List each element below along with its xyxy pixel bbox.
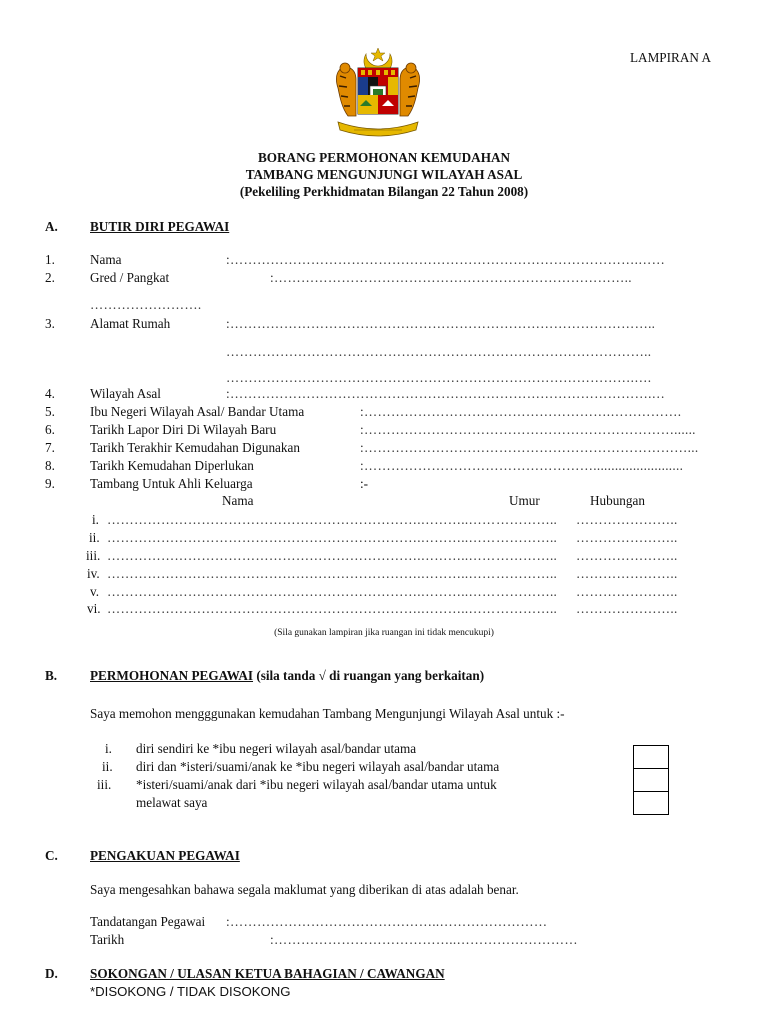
field-label-nama: Nama (90, 252, 122, 267)
field-label-wilayah-asal: Wilayah Asal (90, 386, 161, 401)
field-input-wilayah-asal[interactable]: :………………………………………………………………………………….… (226, 386, 666, 401)
field-number: 9. (45, 476, 55, 491)
family-row-age-input[interactable]: ………….. (496, 512, 558, 527)
option-number: iii. (97, 777, 112, 792)
family-row-relation-input[interactable]: ………………….. (576, 584, 678, 599)
coat-of-arms-emblem (320, 46, 436, 144)
field-number: 2. (45, 270, 55, 285)
family-row-name-input[interactable]: …………………………………………………………….………..…… (107, 530, 496, 545)
section-b-intro: Saya memohon mengggunakan kemudahan Tambang Mengunjungi Wilayah Asal untuk :- (90, 706, 565, 721)
family-header-name: Nama (222, 493, 254, 508)
field-number: 6. (45, 422, 55, 437)
checkbox-option-3[interactable] (633, 791, 669, 815)
option-number: ii. (102, 759, 113, 774)
section-a-heading: BUTIR DIRI PEGAWAI (90, 219, 230, 234)
checkbox-option-2[interactable] (633, 768, 669, 792)
field-input-tarikh-diperlukan[interactable]: :……………………………………………......................... (360, 458, 684, 473)
family-row-relation-input[interactable]: ………………….. (576, 530, 678, 545)
field-input-alamat[interactable]: :………………………………………………………………………………….. (226, 316, 656, 331)
signature-label: Tandatangan Pegawai (90, 914, 206, 929)
family-row-relation-input[interactable]: ………………….. (576, 601, 678, 616)
family-row-age-input[interactable]: ………….. (496, 530, 558, 545)
section-b-letter: B. (45, 668, 58, 683)
field-number: 3. (45, 316, 55, 331)
option-text-with-family: diri dan *isteri/suami/anak ke *ibu negeri wilayah asal/bandar utama (136, 759, 500, 774)
section-c-statement: Saya mengesahkan bahawa segala maklumat yang diberikan di atas adalah benar. (90, 882, 519, 897)
option-text-family-visit: *isteri/suami/anak dari *ibu negeri wilayah asal/bandar utama untuk (136, 777, 497, 792)
family-row-relation-input[interactable]: ………………….. (576, 548, 678, 563)
family-row-number: ii. (89, 530, 100, 545)
form-title-line1: BORANG PERMOHONAN KEMUDAHAN (257, 150, 511, 165)
signature-field[interactable]: :………………………………………..…………………… (226, 914, 548, 929)
family-row-number: v. (90, 584, 100, 599)
support-status[interactable]: *DISOKONG / TIDAK DISOKONG (90, 984, 291, 999)
field-input-gred-cont[interactable]: ……………………. (90, 297, 202, 312)
field-input-tarikh-lapor[interactable]: :……………………………………………………………...... (360, 422, 696, 437)
family-row-name-input[interactable]: …………………………………………………………….………..…… (107, 566, 496, 581)
field-label-tarikh-diperlukan: Tarikh Kemudahan Diperlukan (90, 458, 254, 473)
family-row-number: iv. (87, 566, 100, 581)
section-a-letter: A. (45, 219, 58, 234)
field-label-tambang-keluarga: Tambang Untuk Ahli Keluarga (90, 476, 253, 491)
family-row-age-input[interactable]: ………….. (496, 566, 558, 581)
family-header-relation: Hubungan (590, 493, 645, 508)
family-row-age-input[interactable]: ………….. (496, 548, 558, 563)
form-title-line3: (Pekeliling Perkhidmatan Bilangan 22 Tahun 2008) (239, 184, 529, 199)
date-label: Tarikh (90, 932, 125, 947)
form-title-line2: TAMBANG MENGUNJUNGI WILAYAH ASAL (245, 167, 523, 182)
section-b-instruction: (sila tanda √ di ruangan yang berkaitan) (256, 668, 485, 683)
family-row-age-input[interactable]: ………….. (496, 601, 558, 616)
field-number: 5. (45, 404, 55, 419)
family-row-number: i. (92, 512, 99, 527)
field-label-gred: Gred / Pangkat (90, 270, 170, 285)
family-row-relation-input[interactable]: ………………….. (576, 512, 678, 527)
family-row-name-input[interactable]: …………………………………………………………….………..…… (107, 584, 496, 599)
option-text-self: diri sendiri ke *ibu negeri wilayah asal/bandar utama (136, 741, 417, 756)
family-row-name-input[interactable]: …………………………………………………………….………..…… (107, 512, 496, 527)
field-label-tarikh-lapor: Tarikh Lapor Diri Di Wilayah Baru (90, 422, 277, 437)
family-row-name-input[interactable]: …………………………………………………………….………..…… (107, 548, 496, 563)
family-table-note: (Sila gunakan lampiran jika ruangan ini tidak mencukupi) (274, 628, 494, 638)
family-row-number: vi. (87, 601, 101, 616)
field-number: 1. (45, 252, 55, 267)
field-input-tarikh-terakhir[interactable]: :………………………………………………………………... (360, 440, 699, 455)
option-text-family-visit-cont: melawat saya (136, 795, 208, 810)
field-label-alamat: Alamat Rumah (90, 316, 171, 331)
section-d-letter: D. (45, 966, 58, 981)
field-colon: :- (360, 476, 369, 491)
field-number: 7. (45, 440, 55, 455)
field-input-nama[interactable]: :……………………………………………………………………………….…… (226, 252, 666, 267)
section-b-heading-line (90, 668, 484, 683)
annex-label: LAMPIRAN A (630, 50, 711, 65)
field-input-ibu-negeri[interactable]: :……………………………………………….……………. (360, 404, 682, 419)
field-number: 4. (45, 386, 55, 401)
family-row-age-input[interactable]: ………….. (496, 584, 558, 599)
field-label-tarikh-terakhir: Tarikh Terakhir Kemudahan Digunakan (90, 440, 300, 455)
date-field[interactable]: :…………………………………..……………………… (270, 932, 578, 947)
field-input-gred[interactable]: :…………………………………………………………………….. (270, 270, 632, 285)
option-number: i. (105, 741, 112, 756)
family-row-name-input[interactable]: …………………………………………………………….………..…… (107, 601, 496, 616)
section-b-heading: PERMOHONAN PEGAWAI (90, 668, 254, 683)
section-c-letter: C. (45, 848, 58, 863)
field-number: 8. (45, 458, 55, 473)
family-row-relation-input[interactable]: ………………….. (576, 566, 678, 581)
family-row-number: iii. (86, 548, 101, 563)
field-input-alamat-line2[interactable]: ………………………………………………………………………………….. (226, 344, 652, 359)
field-label-ibu-negeri: Ibu Negeri Wilayah Asal/ Bandar Utama (90, 404, 305, 419)
field-input-alamat-line3[interactable]: ……………………………………………………………………………….…. (226, 370, 652, 385)
checkbox-option-1[interactable] (633, 745, 669, 769)
family-header-age: Umur (509, 493, 540, 508)
section-c-heading: PENGAKUAN PEGAWAI (90, 848, 240, 863)
section-d-heading: SOKONGAN / ULASAN KETUA BAHAGIAN / CAWANGAN (90, 966, 445, 981)
